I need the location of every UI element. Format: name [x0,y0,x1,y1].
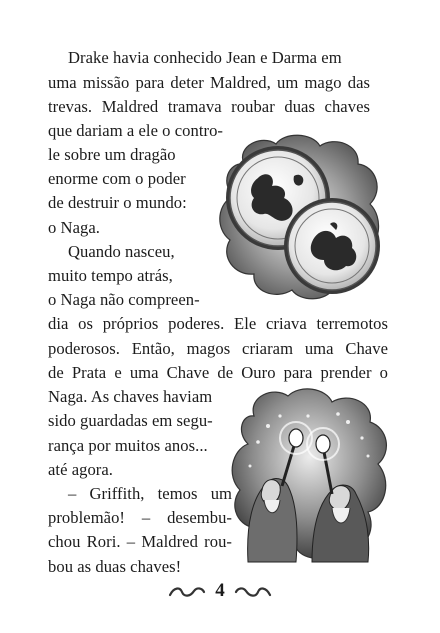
keys-orbs-illustration [214,132,386,302]
text-line-1: Drake havia conhecido Jean e Darma em [68,48,342,67]
text-line-20: problemão! – desembu- [48,508,232,527]
page-number: 4 [215,580,225,601]
text-line-2: uma missão para deter Maldred, um mago das [48,73,370,92]
text-line-22: bou as duas chaves! [48,557,182,576]
text-line-6: enorme com o poder [48,169,186,188]
right-swirl-ornament [234,585,272,599]
text-line-3: trevas. Maldred tramava roubar duas chaves [48,97,370,116]
text-line-15: Naga. As chaves haviam [48,387,213,406]
text-line-19: – Griffith, temos um [68,484,232,503]
text-line-11: o Naga não compreen- [48,290,200,309]
text-line-12: dia os próprios poderes. Ele criava terremotos [48,314,388,333]
text-line-7: de destruir o mundo: [48,193,187,212]
wizards-illustration [228,386,390,564]
text-line-18: até agora. [48,460,113,479]
text-line-17: rança por muitos anos... [48,436,208,455]
text-line-10: muito tempo atrás, [48,266,173,285]
text-line-13: poderosos. Então, magos criaram uma Chave [48,339,388,358]
text-line-5: le sobre um dragão [48,145,176,164]
text-line-9: Quando nasceu, [68,242,175,261]
text-line-14: de Prata e uma Chave de Ouro para prender o [48,363,388,382]
text-line-4: que dariam a ele o contro- [48,121,223,140]
text-line-16: sido guardadas em segu- [48,411,213,430]
text-line-21: chou Rori. – Maldred rou- [48,532,232,551]
text-line-8: o Naga. [48,218,100,237]
